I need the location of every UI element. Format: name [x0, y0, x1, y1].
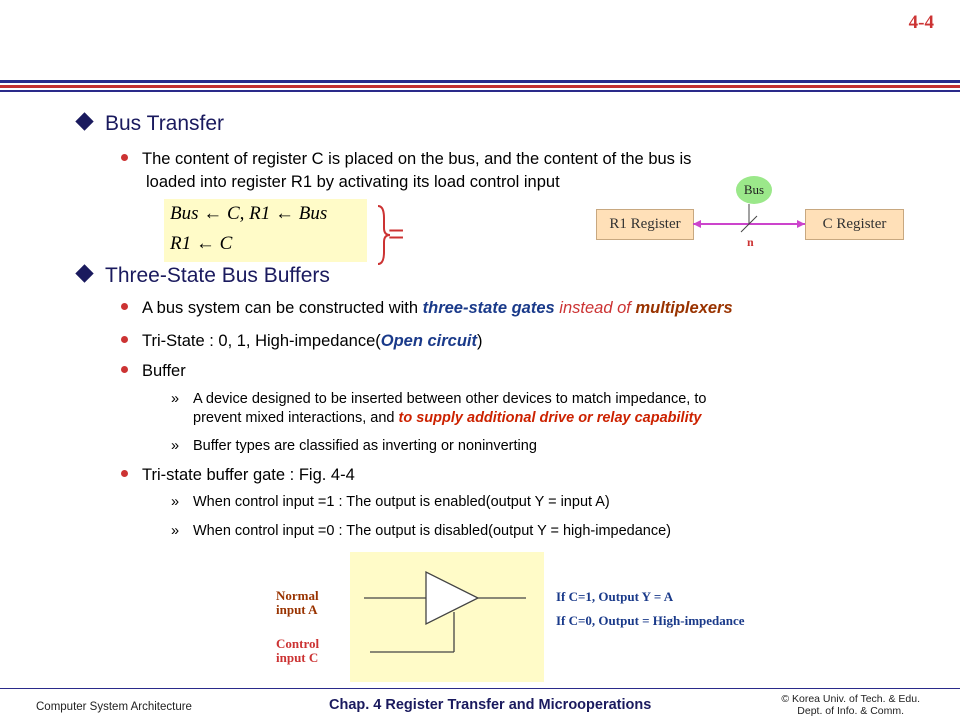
r1-register-box: R1 Register — [596, 209, 694, 240]
section-title-three-state: Three-State Bus Buffers — [78, 264, 330, 288]
bus-transfer-bullet-cont: loaded into register R1 by activating its load control input — [146, 173, 560, 191]
bus-width-label: n — [747, 235, 754, 249]
diamond-bullet-icon — [75, 264, 93, 282]
bullet-tri-state: Tri-State : 0, 1, High-impedance(Open circuit) — [121, 330, 483, 352]
bus-transfer-bullet: The content of register C is placed on the bus, and the content of the bus is — [121, 148, 881, 170]
diamond-bullet-icon — [75, 112, 93, 130]
footer-rule — [0, 688, 960, 689]
buffer-symbol-icon — [350, 552, 544, 682]
output-enabled-text: If C=1, Output Y = A — [556, 589, 674, 604]
round-bullet-icon — [121, 303, 128, 310]
c-register-box: C Register — [805, 209, 904, 240]
equals-sign: = — [388, 218, 405, 249]
bus-label: Bus — [736, 176, 772, 204]
bullet-tri-state-gate: Tri-state buffer gate : Fig. 4-4 — [121, 464, 355, 486]
sub-bullet-device: » A device designed to be inserted between other devices to match impedance, to — [171, 391, 707, 407]
sub-bullet-device-cont: prevent mixed interactions, and to supply additional drive or relay capability — [193, 410, 702, 426]
sub-bullet-control-1: » When control input =1 : The output is enabled(output Y = input A) — [171, 494, 610, 510]
footer-course: Computer System Architecture — [36, 701, 192, 713]
page-number: 4-4 — [908, 12, 934, 33]
sub-bullet-buffer-types: » Buffer types are classified as inverting or noninverting — [171, 438, 537, 454]
section-title-bus-transfer: Bus Transfer — [78, 112, 224, 136]
round-bullet-icon — [121, 470, 128, 477]
equation-box — [164, 199, 367, 262]
bullet-bus-system: A bus system can be constructed with three-state gates instead of multiplexers — [121, 297, 733, 319]
normal-input-label: Normal input A — [276, 588, 319, 617]
footer-chapter: Chap. 4 Register Transfer and Microoperations — [329, 697, 652, 713]
control-input-label: Control input C — [276, 636, 320, 665]
sub-bullet-control-0: » When control input =0 : The output is disabled(output Y = high-impedance) — [171, 523, 672, 539]
round-bullet-icon — [121, 336, 128, 343]
equation-line1: Bus ← C, R1 ← Bus — [170, 203, 328, 224]
tri-state-buffer-figure — [350, 552, 544, 682]
round-bullet-icon — [121, 154, 128, 161]
equation-line2: R1 ← C — [170, 233, 233, 254]
bullet-buffer: Buffer — [121, 360, 186, 382]
round-bullet-icon — [121, 366, 128, 373]
output-disabled-text: If C=0, Output = High-impedance — [556, 613, 745, 628]
footer-copyright: © Korea Univ. of Tech. & Edu. Dept. of Info. & Comm. — [781, 693, 920, 717]
